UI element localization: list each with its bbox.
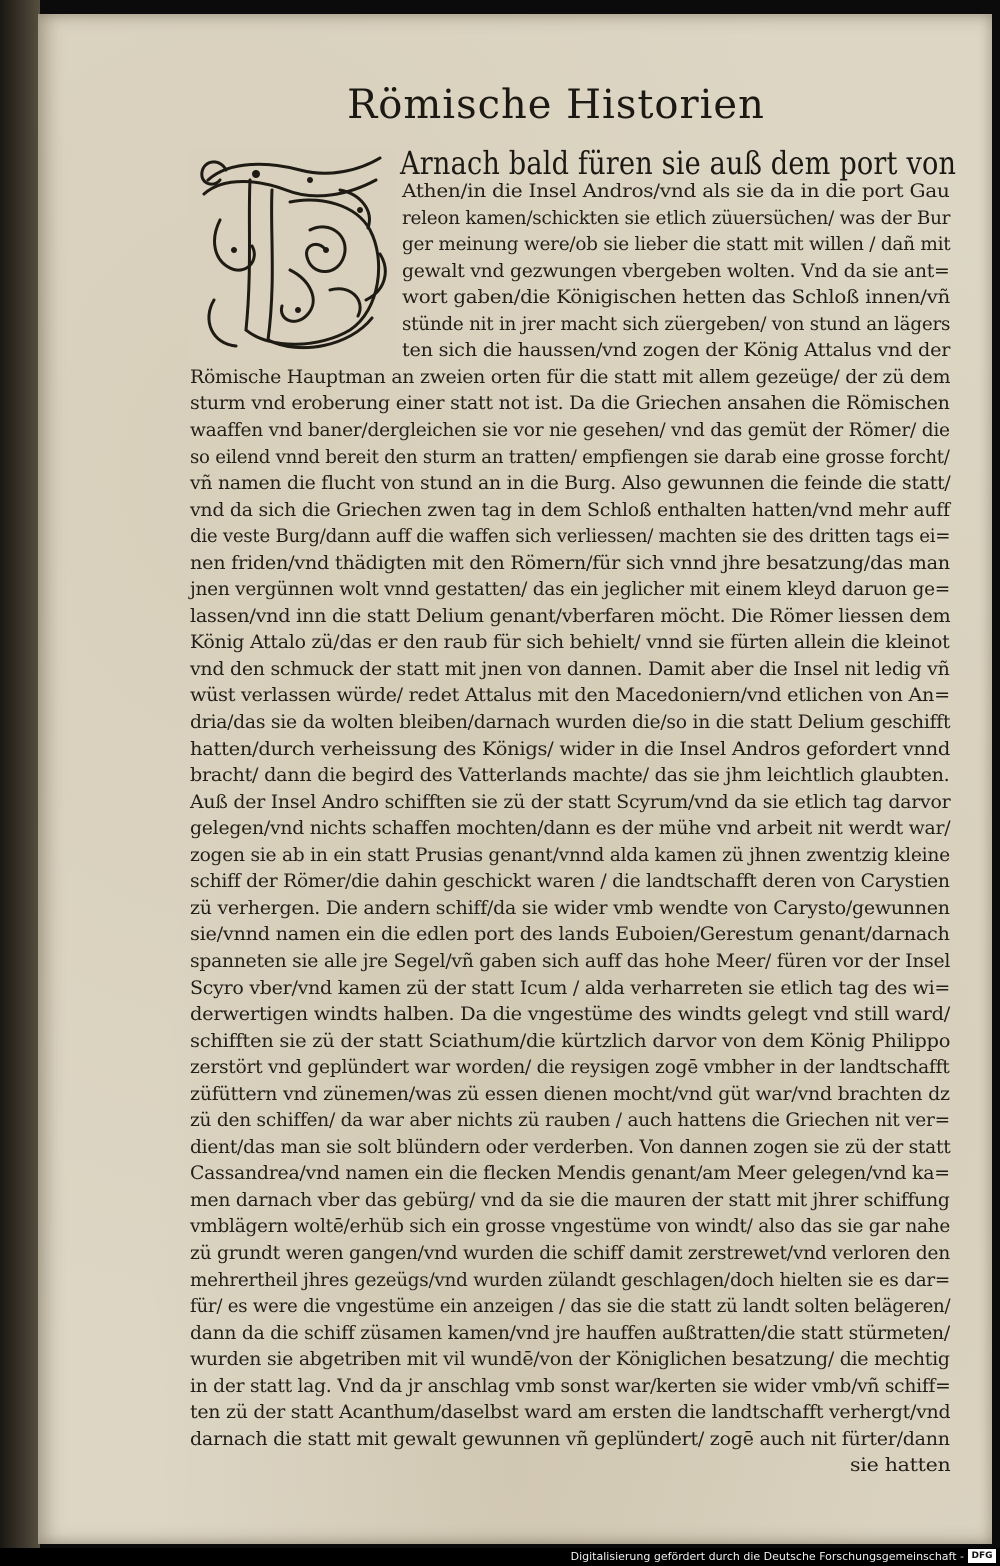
- text-line: sie/vnnd namen ein die edlen port des lands Euboien/Gerestum genant/darnach: [190, 924, 950, 945]
- opening-line: Arnach bald füren sie auß dem port von: [400, 146, 957, 182]
- text-line: vmblägern woltē/erhüb sich ein grosse vngestüme von windt/ also das sie gar nahe: [190, 1216, 951, 1237]
- text-line: zü den schiffen/ da war aber nichts zü rauben / auch hattens die Griechen nit ver=: [190, 1110, 950, 1131]
- text-line: men darnach vber das gebürg/ vnd da sie die mauren der statt mit jhrer schiffung: [190, 1190, 950, 1211]
- text-line: nen friden/vnd thädigten mit den Römern/für sich vnnd jhre besatzung/das man: [190, 553, 950, 574]
- text-line: lassen/vnd inn die statt Delium genant/vberfaren möcht. Die Römer liessen dem: [190, 606, 951, 627]
- text-line: König Attalo zü/das er den raub für sich behielt/ vnnd sie fürten allein die kleinot: [190, 632, 950, 653]
- text-line: zerstört vnd geplündert war worden/ die reysigen zogē vmbher in der landtschafft: [190, 1057, 950, 1078]
- text-line: wüst verlassen würde/ redet Attalus mit den Macedoniern/vnd etlichen von An=: [190, 685, 950, 706]
- text-line: gewalt vnd gezwungen vbergeben wolten. Vnd da sie ant=: [402, 261, 950, 282]
- text-line: ger meinung were/ob sie lieber die statt mit willen / dañ mit: [402, 234, 951, 255]
- text-line: zü verhergen. Die andern schiff/da sie wider vmb wendte von Carysto/gewunnen: [190, 898, 950, 919]
- text-line: zogen sie ab in ein statt Prusias genant/vnnd alda kamen zü jhnen zwentzig kleine: [190, 845, 950, 866]
- text-line: gelegen/vnd nichts schaffen mochten/dann es der mühe vnd arbeit nit werdt war/: [190, 818, 951, 839]
- text-line: die veste Burg/dann auff die waffen sich verliessen/ machten sie des dritten tags ei=: [190, 526, 951, 547]
- text-line: darnach die statt mit gewalt gewunnen vñ geplündert/ zogē auch nit fürter/dann: [190, 1429, 950, 1450]
- text-line: züfüttern vnd zünemen/was zü essen dienen mocht/vnd güt war/vnd brachten dz: [190, 1084, 950, 1105]
- text-line: dria/das sie da wolten bleiben/darnach wurden die/so in die statt Delium geschifft: [190, 712, 951, 733]
- text-line: zü grundt weren gangen/vnd wurden die schiff damit zerstrewet/vnd verloren den: [190, 1243, 950, 1264]
- text-line: stünde nit in jrer macht sich züergeben/ von stund an lägers: [402, 314, 951, 335]
- dfg-logo: DFG: [968, 1549, 996, 1563]
- text-line: ten zü der statt Acanthum/daselbst ward am ersten die landtschafft verhergt/vnd: [190, 1402, 951, 1423]
- text-line: Scyro vber/vnd kamen zü der statt Icum / alda verharreten sie etlich tag des wi=: [190, 978, 951, 999]
- text-line: releon kamen/schickten sie etlich züuersüchen/ was der Bur: [402, 208, 951, 229]
- text-line: schiff der Römer/die dahin geschickt waren / die landtschafft deren von Carystien: [190, 871, 950, 892]
- text-line: Auß der Insel Andro schifften sie zü der statt Scyrum/vnd da sie etlich tag darvor: [190, 792, 951, 813]
- running-head: Römische Historien: [347, 82, 765, 128]
- text-line: hatten/durch verheissung des Königs/ wider in die Insel Andros gefordert vnnd: [190, 739, 951, 760]
- footer-credit: Digitalisierung gefördert durch die Deutsche Forschungsgemeinschaft -: [570, 1550, 964, 1563]
- text-line: Cassandrea/vnd namen ein die flecken Mendis genant/am Meer gelegen/vnd ka=: [190, 1163, 950, 1184]
- text-line: sie hatten: [850, 1455, 951, 1476]
- text-line: vnd den schmuck der statt mit jnen von dannen. Damit aber die Insel nit ledig vñ: [190, 659, 950, 680]
- text-line: vnd da sich die Griechen zwen tag in dem Schloß enthalten hatten/vnd mehr auff: [190, 500, 950, 521]
- text-line: in der statt lag. Vnd da jr anschlag vmb sonst war/kerten sie wider vmb/vñ schiff=: [190, 1376, 951, 1397]
- text-line: derwertigen windts halben. Da die vngestüme des windts gelegt vnd still ward/: [190, 1004, 951, 1025]
- text-line: wort gaben/die Königischen hetten das Schloß innen/vñ: [402, 287, 951, 308]
- text-line: Athen/in die Insel Andros/vnd als sie da in die port Gau: [402, 181, 950, 202]
- text-line: Römische Hauptman an zweien orten für die statt mit allem gezeüge/ der zü dem: [190, 367, 951, 388]
- text-line: schifften sie zü der statt Sciathum/die kürtzlich darvor von dem König Philippo: [190, 1031, 951, 1052]
- text-line: waaffen vnd baner/dergleichen sie vor nie gesehen/ vnd das gemüt der Römer/ die: [190, 420, 950, 441]
- text-line: mehrertheil jhres gezeügs/vnd wurden zülandt geschlagen/doch hielten sie es dar=: [190, 1270, 951, 1291]
- text-line: ten sich die haussen/vnd zogen der König Attalus vnd der: [402, 340, 951, 361]
- text-line: sturm vnd eroberung einer statt not ist. Da die Griechen ansahen die Römischen: [190, 393, 950, 414]
- text-line: für/ es were die vngestüme ein anzeigen / das sie die statt zü landt solten belägeren/: [190, 1296, 951, 1317]
- page-left-edge: [0, 0, 40, 1548]
- decorated-initial-d-icon: [190, 150, 395, 360]
- text-line: dann da die schiff züsamen kamen/vnd jre hauffen außtratten/die statt stürmeten/: [190, 1323, 950, 1344]
- text-line: wurden sie abgetriben mit vil wundē/von der Königlichen besatzung/ die mechtig: [190, 1349, 950, 1370]
- text-line: bracht/ dann die begird des Vatterlands machte/ das sie jhm leichtlich glaubten.: [190, 765, 950, 786]
- text-line: jnen vergünnen wolt vnnd gestatten/ das ein jeglicher mit einem kleyd daruon ge=: [190, 579, 951, 600]
- text-line: vñ namen die flucht von stund an in die Burg. Also gewunnen die feinde die statt/: [190, 473, 951, 494]
- text-line: so eilend vnnd bereit den sturm an tratten/ empfiengen sie darab eine grosse forcht/: [190, 447, 950, 468]
- text-line: spanneten sie alle jre Segel/vñ gaben sich auff das hohe Meer/ füren vor der Insel: [190, 951, 951, 972]
- text-line: dient/das man sie solt blündern oder verderben. Von dannen zogen sie zü der statt: [190, 1137, 951, 1158]
